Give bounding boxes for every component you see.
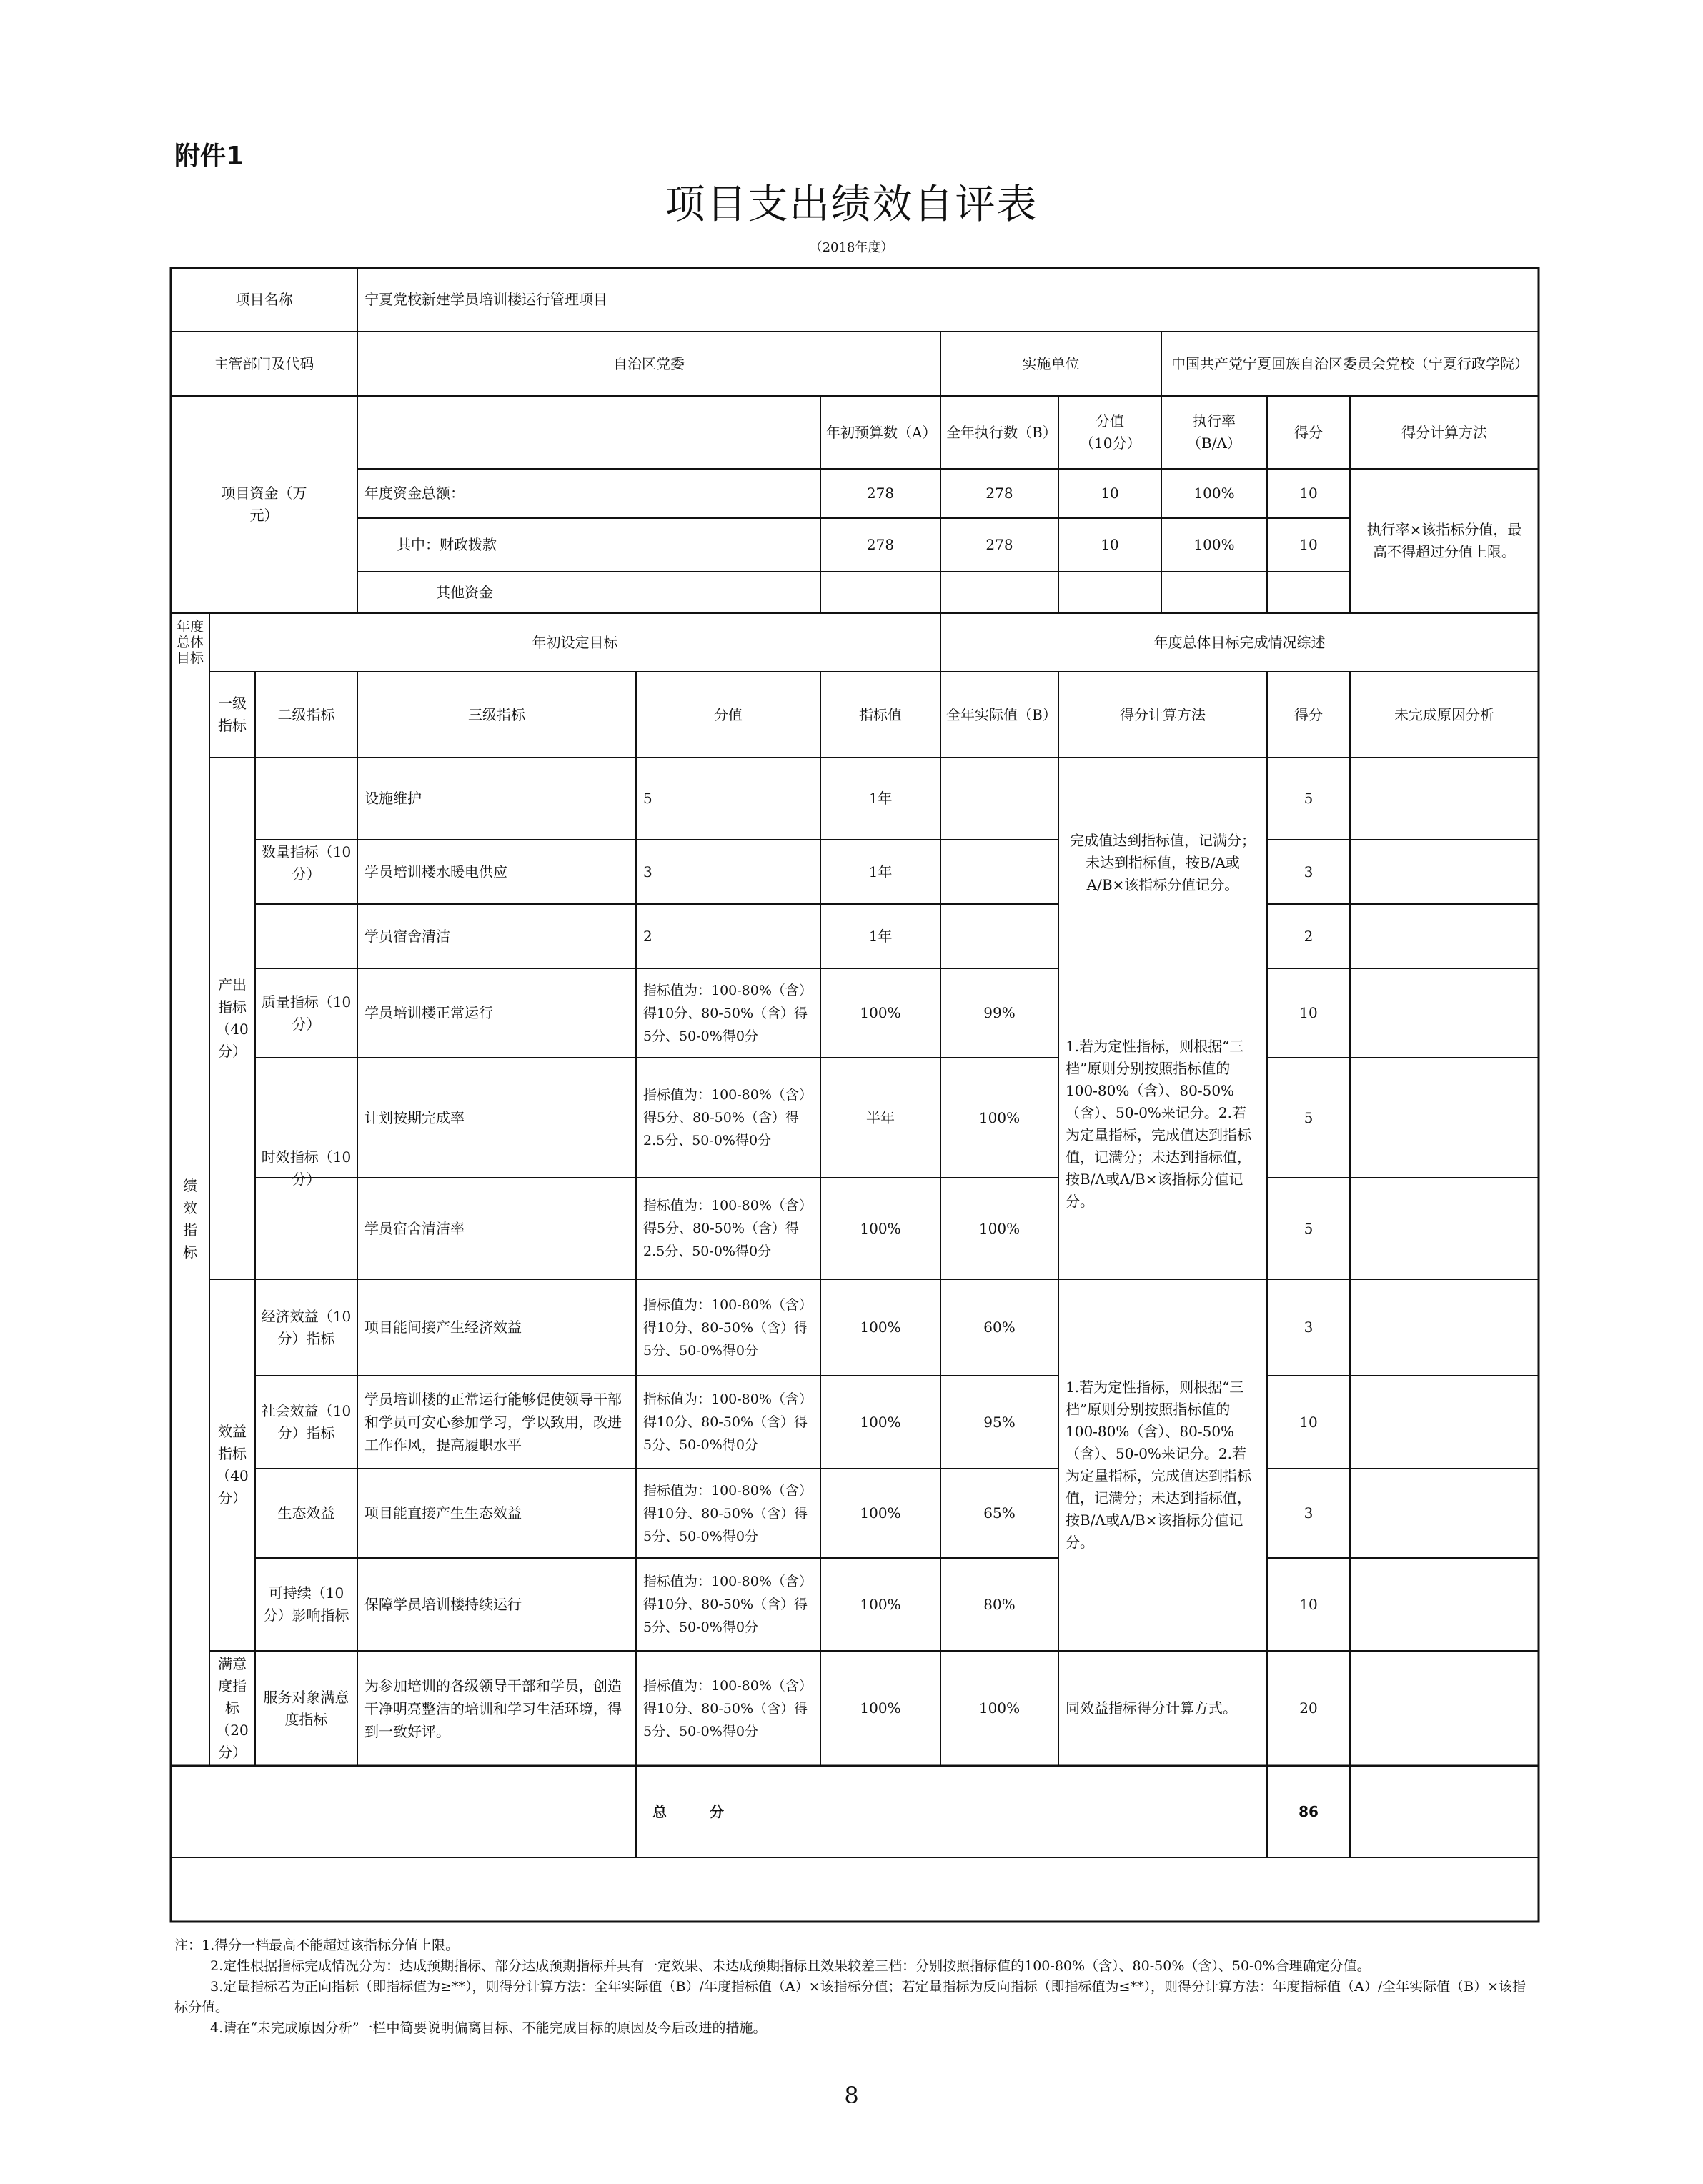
note-4: 4.请在“未完成原因分析”一栏中简要说明偏离目标、不能完成目标的原因及今后改进的措施。 [210, 2020, 767, 2036]
indicator-10-target: 100% [860, 1595, 901, 1613]
project-name-label: 项目名称 [235, 291, 293, 308]
indicator-4-score: 5 [1304, 1108, 1314, 1126]
funds-row-fiscal-score: 10 [1299, 536, 1318, 553]
header-level2: 二级指标 [277, 705, 335, 723]
indicator-0-name: 设施维护 [364, 790, 422, 807]
indicator-3-target: 100% [860, 1004, 901, 1021]
header-level1: 一级指标 [218, 695, 247, 734]
indicator-0-score-value: 5 [643, 790, 652, 807]
indicator-11-actual: 100% [978, 1699, 1021, 1717]
notes [174, 1935, 1532, 2039]
indicator-9-name: 项目能直接产生生态效益 [364, 1504, 522, 1522]
funds-header-method: 得分计算方法 [1401, 423, 1487, 441]
indicator-4-score-value: 指标值为：100-80%（含）得5分、80-50%（含）得2.5分、50-0%得0分 [643, 1087, 813, 1148]
indicator-9-target: 100% [860, 1504, 901, 1522]
header-target: 指标值 [859, 705, 902, 723]
indicator-8-name: 学员培训楼的正常运行能够促使领导干部和学员可安心参加学习，学以致用，改进工作作风，提高履职水平 [364, 1391, 622, 1454]
indicator-7-score: 3 [1304, 1319, 1314, 1336]
funds-row-fiscal-score-value: 10 [1101, 536, 1119, 553]
project-name-value: 宁夏党校新建学员培训楼运行管理项目 [364, 291, 607, 308]
goal-label: 年度总体目标 [176, 619, 204, 666]
indicator-11-score: 20 [1299, 1699, 1318, 1717]
funds-label: 项目资金（万元） [221, 485, 307, 524]
indicator-1-name: 学员培训楼水暖电供应 [364, 863, 507, 880]
indicator-10-name: 保障学员培训楼持续运行 [364, 1595, 522, 1613]
method-satisfaction: 同效益指标得分计算方式。 [1066, 1699, 1237, 1717]
indicator-3-actual: 99% [983, 1004, 1016, 1021]
dept-label: 主管部门及代码 [214, 354, 314, 372]
funds-row-total-a: 278 [866, 485, 895, 502]
indicator-5-score-value: 指标值为：100-80%（含）得5分、80-50%（含）得2.5分、50-0%得0分 [643, 1198, 813, 1259]
indicator-8-score: 10 [1299, 1413, 1318, 1431]
funds-row-fiscal-b: 278 [985, 536, 1013, 553]
group-timeliness: 时效指标（10分） [261, 1148, 352, 1188]
indicator-11-target: 100% [860, 1699, 901, 1717]
funds-row-other-name: 其他资金 [436, 583, 493, 601]
indicator-2-score: 2 [1304, 927, 1314, 945]
group-economic: 经济效益（10分）指标 [261, 1307, 352, 1347]
total-score: 86 [1299, 1802, 1319, 1820]
satisfaction-label: 满意度指标（20分） [216, 1655, 249, 1761]
indicator-11-name: 为参加培训的各级领导干部和学员，创造干净明亮整洁的培训和学习生活环境，得到一致好评。 [364, 1677, 622, 1740]
indicator-1-actual [940, 840, 1058, 904]
note-2: 2.定性根据指标完成情况分为：达成预期指标、部分达成预期指标并具有一定效果、未达成预期指标且效果较差三档：分别按照指标值的100-80%（含）、80-50%（含）、50-0%合理确定分值。 [210, 1958, 1371, 1974]
indicator-9-actual: 65% [983, 1504, 1016, 1522]
funds-header-score: 得分 [1294, 423, 1323, 441]
page-title: 项目支出绩效自评表 [665, 182, 1038, 228]
indicator-10-score: 10 [1299, 1595, 1318, 1613]
note-1: 注：1.得分一档最高不能超过该指标分值上限。 [174, 1937, 460, 1953]
indicator-3-score: 10 [1299, 1004, 1318, 1021]
group-quality: 质量指标（10分） [261, 993, 352, 1033]
attachment-label: 附件1 [174, 142, 244, 171]
funds-header-b: 全年执行数（B） [946, 423, 1057, 441]
indicator-1-score: 3 [1304, 863, 1314, 880]
dept-value: 自治区党委 [613, 354, 685, 372]
indicator-5-target: 100% [860, 1219, 901, 1237]
group-sustainable: 可持续（10分）影响指标 [263, 1584, 349, 1624]
indicator-2-score-value: 2 [643, 927, 652, 945]
unit-value: 中国共产党宁夏回族自治区委员会党校（宁夏行政学院） [1171, 354, 1529, 372]
note-3: 3.定量指标若为正向指标（即指标值为≥**），则得分计算方法：全年实际值（B）/年度指标值（A）×该指标分值；若定量指标为反向指标（即指标值为≤**），则得分计算方法：年度指标值（A）/全年实际值（B）×该指标分值。 [174, 1979, 1526, 2015]
indicator-10-score-value: 指标值为：100-80%（含）得10分、80-50%（含）得5分、50-0%得0分 [643, 1574, 813, 1635]
funds-header-a: 年初预算数（A） [826, 423, 937, 441]
funds-row-total-b: 278 [985, 485, 1013, 502]
indicator-4-name: 计划按期完成率 [364, 1108, 465, 1126]
indicator-1-score-value: 3 [643, 863, 652, 880]
benefit-label: 效益指标（40分） [216, 1423, 249, 1507]
indicator-5-score: 5 [1304, 1219, 1314, 1237]
indicator-4-target: 半年 [866, 1108, 895, 1126]
indicator-7-name: 项目能间接产生经济效益 [364, 1319, 522, 1336]
output-label: 产出指标（40分） [216, 976, 249, 1060]
total-label: 总 分 [652, 1802, 724, 1820]
funds-row-fiscal-rate: 100% [1193, 536, 1235, 553]
method-benefit: 1.若为定性指标，则根据“三档”原则分别按照指标值的100-80%（含）、80-50%（含）、50-0%来记分。2.若为定量指标，完成值达到指标值，记满分；未达到指标值，按B/A或A/B×该指标分值记分。 [1066, 1379, 1251, 1551]
funds-row-total-score: 10 [1299, 485, 1318, 502]
method-quantity: 完成值达到指标值，记满分；未达到指标值，按B/A或A/B×该指标分值记分。 [1070, 832, 1256, 893]
group-service: 服务对象满意度指标 [263, 1688, 349, 1728]
goal-summary-label: 年度总体目标完成情况综述 [1153, 633, 1326, 651]
page-number: 8 [844, 2082, 859, 2109]
header-actual: 全年实际值（B） [946, 705, 1057, 723]
indicator-10-actual: 80% [983, 1595, 1016, 1613]
perf-label: 绩效指标 [183, 1176, 197, 1261]
indicator-5-actual: 100% [978, 1219, 1021, 1237]
funds-row-total-name: 年度资金总额： [364, 485, 465, 502]
indicator-9-score: 3 [1304, 1504, 1314, 1522]
header-score: 得分 [1294, 705, 1323, 723]
indicator-8-actual: 95% [983, 1413, 1016, 1431]
method-output: 1.若为定性指标，则根据“三档”原则分别按照指标值的100-80%（含）、80-50%（含）、50-0%来记分。2.若为定量指标，完成值达到指标值，记满分；未达到指标值，按B/A或A/B×该指标分值记分。 [1066, 1037, 1251, 1210]
header-level3: 三级指标 [468, 705, 525, 723]
indicator-0-actual [940, 758, 1058, 840]
group-ecological: 生态效益 [277, 1504, 335, 1522]
indicator-8-target: 100% [860, 1413, 901, 1431]
header-reason: 未完成原因分析 [1394, 705, 1494, 723]
indicator-11-score-value: 指标值为：100-80%（含）得10分、80-50%（含）得5分、50-0%得0分 [643, 1677, 813, 1739]
unit-label: 实施单位 [1022, 354, 1080, 372]
funds-method: 执行率×该指标分值，最高不得超过分值上限。 [1366, 521, 1522, 560]
funds-header-rate: 执行率（B/A） [1187, 412, 1241, 452]
indicator-7-score-value: 指标值为：100-80%（含）得10分、80-50%（含）得5分、50-0%得0分 [643, 1296, 813, 1359]
funds-row-total-score-value: 10 [1101, 485, 1119, 502]
header-score-value: 分值 [714, 705, 743, 723]
group-quantity: 数量指标（10分） [261, 843, 352, 883]
indicator-3-name: 学员培训楼正常运行 [364, 1004, 493, 1021]
indicator-2-target: 1年 [868, 927, 893, 945]
indicator-2-name: 学员宿舍清洁 [364, 927, 450, 945]
indicator-1-target: 1年 [868, 863, 893, 880]
indicator-5-name: 学员宿舍清洁率 [364, 1219, 465, 1237]
funds-row-fiscal-a: 278 [866, 536, 895, 553]
indicator-0-score: 5 [1304, 790, 1314, 807]
indicator-7-actual: 60% [983, 1319, 1016, 1336]
funds-row-total-rate: 100% [1193, 485, 1235, 502]
indicator-0-target: 1年 [868, 790, 893, 807]
indicator-3-score-value: 指标值为：100-80%（含）得10分、80-50%（含）得5分、50-0%得0分 [643, 982, 813, 1044]
funds-row-fiscal-name: 其中：财政拨款 [397, 536, 497, 553]
goal-initial-label: 年初设定目标 [532, 633, 618, 651]
indicator-7-target: 100% [860, 1319, 901, 1336]
indicator-4-actual: 100% [978, 1108, 1021, 1126]
header-method: 得分计算方法 [1120, 705, 1206, 723]
funds-header-score-value: 分值（10分） [1080, 412, 1141, 452]
indicator-8-score-value: 指标值为：100-80%（含）得10分、80-50%（含）得5分、50-0%得0分 [643, 1391, 813, 1453]
year-label: （2018年度） [809, 240, 894, 255]
group-social: 社会效益（10分）指标 [261, 1402, 352, 1441]
indicator-2-actual [940, 904, 1058, 968]
indicator-9-score-value: 指标值为：100-80%（含）得10分、80-50%（含）得5分、50-0%得0分 [643, 1482, 813, 1544]
